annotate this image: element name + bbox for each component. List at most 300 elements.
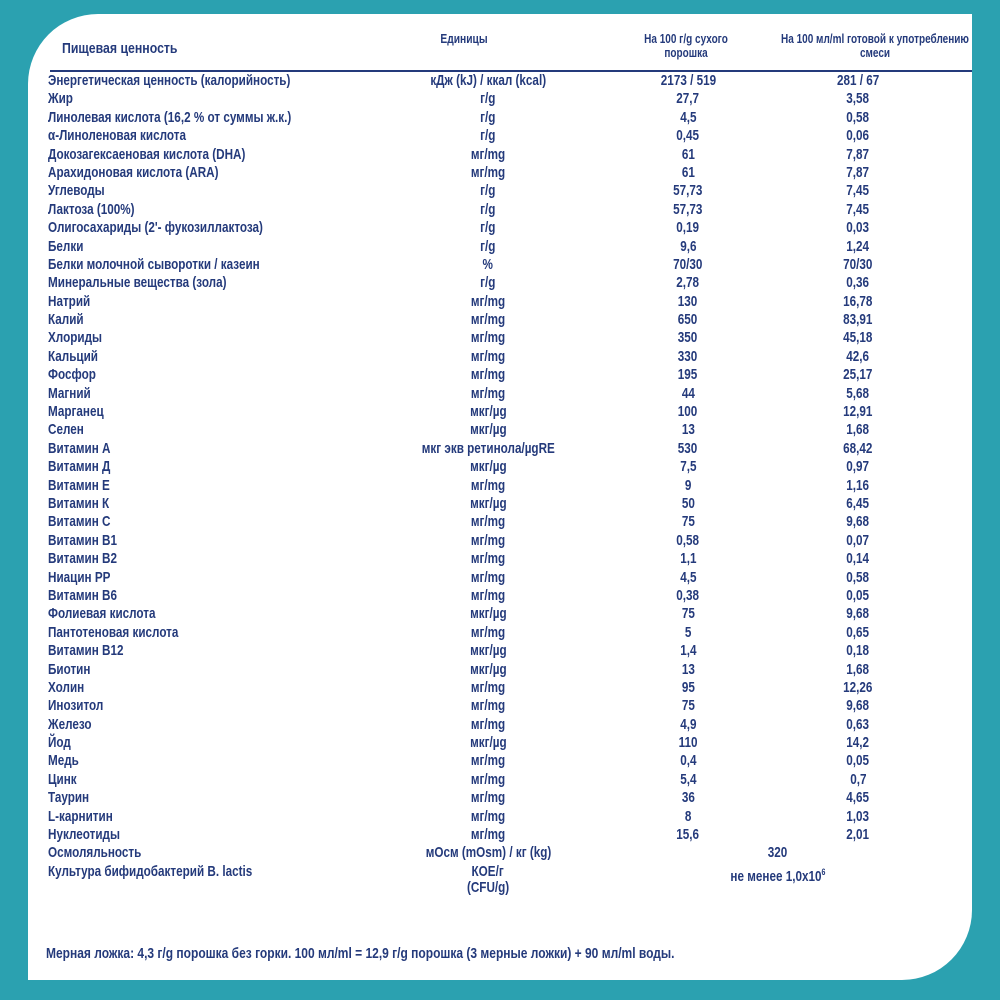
per-100g-value-cell bbox=[608, 183, 768, 201]
per-100ml-value: 7,45 bbox=[846, 182, 870, 200]
table-row bbox=[48, 551, 948, 569]
osmolality-row bbox=[48, 845, 948, 863]
per-100g-value: 7,5 bbox=[679, 458, 697, 476]
per-100g-value: 1,4 bbox=[679, 642, 697, 660]
nutrient-name: α-Линоленовая кислота bbox=[48, 127, 186, 145]
per-100ml-value: 16,78 bbox=[843, 292, 873, 310]
culture-row bbox=[48, 864, 948, 900]
per-100ml-value: 281 / 67 bbox=[836, 72, 880, 89]
unit-cell: мкг/µg bbox=[469, 403, 507, 421]
unit-cell-cell bbox=[368, 478, 608, 496]
table-row bbox=[48, 422, 948, 440]
nutrient-name-cell bbox=[48, 496, 368, 514]
per-100ml-value: 14,2 bbox=[846, 734, 870, 752]
per-100g-value: 530 bbox=[678, 439, 698, 457]
per-100g-value: 0,58 bbox=[676, 531, 700, 549]
nutrient-name-cell bbox=[48, 312, 368, 330]
per-100ml-value-cell bbox=[768, 165, 948, 183]
per-100ml-value-cell bbox=[768, 349, 948, 367]
table-row bbox=[48, 128, 948, 146]
nutrient-name-cell bbox=[48, 809, 368, 827]
nutrient-name: Жир bbox=[48, 90, 73, 108]
nutrient-name: Магний bbox=[48, 384, 91, 402]
nutrient-name-cell bbox=[48, 717, 368, 735]
nutrient-name-cell bbox=[48, 367, 368, 385]
nutrient-name: Докозагексаеновая кислота (DHA) bbox=[48, 145, 246, 163]
nutrient-name: Витамин Е bbox=[48, 476, 110, 494]
table-row bbox=[48, 110, 948, 128]
per-100ml-value: 6,45 bbox=[846, 494, 870, 512]
per-100ml-value: 0,58 bbox=[846, 568, 870, 586]
per-100ml-value-cell bbox=[768, 551, 948, 569]
per-100ml-value: 7,87 bbox=[846, 163, 870, 181]
nutrient-name-cell bbox=[48, 257, 368, 275]
per-100ml-value: 7,45 bbox=[846, 200, 870, 218]
unit-cell-cell bbox=[368, 202, 608, 220]
per-100ml-value-cell bbox=[768, 275, 948, 293]
unit-cell-cell bbox=[368, 496, 608, 514]
unit-cell: мг/mg bbox=[470, 826, 506, 844]
nutrient-name: Фолиевая кислота bbox=[48, 605, 156, 623]
nutrient-name: Фосфор bbox=[48, 366, 96, 384]
unit-cell-cell bbox=[368, 386, 608, 404]
nutrient-name: Витамин С bbox=[48, 513, 111, 531]
per-100ml-value: 0,65 bbox=[846, 623, 870, 641]
table-row bbox=[48, 367, 948, 385]
per-100ml-value-cell bbox=[768, 73, 948, 91]
unit-cell: мкг/µg bbox=[469, 605, 507, 623]
per-100ml-value-cell bbox=[768, 827, 948, 845]
per-100g-value-cell bbox=[608, 570, 768, 588]
per-100ml-value-cell bbox=[768, 459, 948, 477]
per-100g-value-cell bbox=[608, 422, 768, 440]
per-100g-value: 2173 / 519 bbox=[660, 72, 716, 89]
per-100g-value-cell bbox=[608, 496, 768, 514]
nutrient-name: Натрий bbox=[48, 292, 91, 310]
per-100g-value-cell bbox=[608, 367, 768, 385]
unit-cell-cell bbox=[368, 588, 608, 606]
per-100g-value: 57,73 bbox=[673, 200, 703, 218]
per-100g-value: 2,78 bbox=[676, 274, 700, 292]
per-100ml-value: 0,63 bbox=[846, 715, 870, 733]
culture-unit-line1: КОЕ/г bbox=[471, 862, 505, 880]
per-100g-value: 13 bbox=[681, 421, 695, 439]
per-100ml-value: 1,16 bbox=[846, 476, 870, 494]
per-100g-value-cell bbox=[608, 220, 768, 238]
nutrient-name: Минеральные вещества (зола) bbox=[48, 274, 227, 292]
per-100ml-value: 45,18 bbox=[843, 329, 873, 347]
unit-cell-cell bbox=[368, 533, 608, 551]
units-column-header: Единицы bbox=[440, 32, 488, 46]
measuring-spoon-note: Мерная ложка: 4,3 г/g порошка без горки. 100 мл/ml = 12,9 г/g порошка (3 мерные ложки) + 90 мл/ml воды. bbox=[46, 945, 675, 962]
nutrient-name: Витамин А bbox=[48, 439, 111, 457]
nutrient-name: Витамин В1 bbox=[48, 531, 118, 549]
unit-cell: мкг/µg bbox=[469, 642, 507, 660]
per-100g-value-cell bbox=[608, 478, 768, 496]
unit-cell-cell bbox=[368, 404, 608, 422]
nutrient-name-cell bbox=[48, 404, 368, 422]
unit-cell-cell bbox=[368, 772, 608, 790]
per-100g-value-cell bbox=[608, 790, 768, 808]
nutrient-name: Энергетическая ценность (калорийность) bbox=[48, 72, 291, 89]
per-100g-value: 0,19 bbox=[676, 219, 700, 237]
nutrient-name-cell bbox=[48, 753, 368, 771]
per-100g-value-cell bbox=[608, 772, 768, 790]
per-100g-value-cell bbox=[608, 239, 768, 257]
table-row bbox=[48, 606, 948, 624]
unit-cell: мг/mg bbox=[470, 292, 506, 310]
unit-cell: мг/mg bbox=[470, 366, 506, 384]
per-100ml-value-cell bbox=[768, 735, 948, 753]
unit-cell-cell bbox=[368, 753, 608, 771]
unit-cell: г/g bbox=[480, 274, 496, 292]
unit-cell-cell bbox=[368, 257, 608, 275]
nutrient-name: L-карнитин bbox=[48, 807, 113, 825]
per-100ml-value-cell bbox=[768, 128, 948, 146]
unit-cell: мг/mg bbox=[470, 347, 506, 365]
per-100g-value-cell bbox=[608, 459, 768, 477]
unit-cell-cell bbox=[368, 110, 608, 128]
per-100g-value: 130 bbox=[678, 292, 698, 310]
per-100ml-value: 1,24 bbox=[846, 237, 870, 255]
nutrient-name: Нуклеотиды bbox=[48, 826, 120, 844]
per-100g-value-cell bbox=[608, 606, 768, 624]
per-100g-value: 57,73 bbox=[673, 182, 703, 200]
per-100ml-value-cell bbox=[768, 753, 948, 771]
per-100ml-value: 0,14 bbox=[846, 550, 870, 568]
table-row bbox=[48, 239, 948, 257]
nutrient-name-cell bbox=[48, 275, 368, 293]
per-100g-value: 350 bbox=[678, 329, 698, 347]
per-100g-value-cell bbox=[608, 257, 768, 275]
per-100g-value: 650 bbox=[678, 311, 698, 329]
nutrient-name-cell bbox=[48, 147, 368, 165]
table-row bbox=[48, 514, 948, 532]
nutrient-name-cell bbox=[48, 735, 368, 753]
per-100g-value: 0,45 bbox=[676, 127, 700, 145]
per-100g-header-line2: порошка bbox=[664, 46, 708, 60]
nutrient-name-cell bbox=[48, 551, 368, 569]
nutrient-name: Кальций bbox=[48, 347, 99, 365]
nutrient-name: Холин bbox=[48, 678, 85, 696]
per-100g-value: 75 bbox=[681, 697, 695, 715]
per-100g-value: 27,7 bbox=[676, 90, 700, 108]
per-100g-value-cell bbox=[608, 386, 768, 404]
per-100g-value: 0,38 bbox=[676, 586, 700, 604]
culture-value-exponent: 6 bbox=[821, 866, 826, 877]
per-100ml-value-cell bbox=[768, 588, 948, 606]
per-100g-value-cell bbox=[608, 551, 768, 569]
nutrient-name: Хлориды bbox=[48, 329, 102, 347]
nutrient-name-cell bbox=[48, 514, 368, 532]
unit-cell: мг/mg bbox=[470, 550, 506, 568]
unit-cell: мг/mg bbox=[470, 384, 506, 402]
unit-cell: мг/mg bbox=[470, 752, 506, 770]
table-row bbox=[48, 588, 948, 606]
per-100g-value-cell bbox=[608, 349, 768, 367]
osmolality-name: Осмоляльность bbox=[48, 844, 142, 862]
unit-cell: мг/mg bbox=[470, 697, 506, 715]
table-row bbox=[48, 183, 948, 201]
per-100ml-value-cell bbox=[768, 386, 948, 404]
per-100ml-value-cell bbox=[768, 441, 948, 459]
nutrient-name-cell bbox=[48, 662, 368, 680]
nutrition-table-body bbox=[48, 73, 948, 900]
nutrient-name-cell bbox=[48, 73, 368, 91]
per-100g-value-cell bbox=[608, 827, 768, 845]
unit-cell: мг/mg bbox=[470, 789, 506, 807]
per-100ml-value: 0,36 bbox=[846, 274, 870, 292]
per-100ml-value: 9,68 bbox=[846, 697, 870, 715]
per-100ml-value-cell bbox=[768, 496, 948, 514]
nutrition-table bbox=[48, 73, 948, 900]
nutrient-name: Витамин В6 bbox=[48, 586, 118, 604]
per-100g-value: 70/30 bbox=[673, 255, 703, 273]
unit-cell: мкг экв ретинола/µgRE bbox=[421, 439, 555, 457]
per-100ml-value: 68,42 bbox=[843, 439, 873, 457]
nutrient-name-cell bbox=[48, 441, 368, 459]
unit-cell-cell bbox=[368, 239, 608, 257]
per-100g-value: 330 bbox=[678, 347, 698, 365]
per-100ml-header-line1: На 100 мл/ml готовой к употреблению bbox=[781, 32, 969, 46]
per-100g-value: 9,6 bbox=[679, 237, 697, 255]
per-100g-value-cell bbox=[608, 165, 768, 183]
per-100ml-value: 12,26 bbox=[843, 678, 873, 696]
unit-cell-cell bbox=[368, 551, 608, 569]
unit-cell-cell bbox=[368, 294, 608, 312]
unit-cell: мг/mg bbox=[470, 715, 506, 733]
table-row bbox=[48, 496, 948, 514]
unit-cell-cell bbox=[368, 422, 608, 440]
nutrient-name-cell bbox=[48, 625, 368, 643]
nutrient-name-cell bbox=[48, 570, 368, 588]
per-100ml-value-cell bbox=[768, 643, 948, 661]
per-100ml-value: 0,7 bbox=[849, 770, 867, 788]
nutrient-name-cell bbox=[48, 110, 368, 128]
table-row bbox=[48, 478, 948, 496]
per-100ml-value: 3,58 bbox=[846, 90, 870, 108]
per-100g-value-cell bbox=[608, 662, 768, 680]
table-row bbox=[48, 533, 948, 551]
unit-cell-cell bbox=[368, 514, 608, 532]
per-100g-value-cell bbox=[608, 312, 768, 330]
per-100g-header-line1: На 100 г/g сухого bbox=[644, 32, 728, 46]
nutrient-name: Таурин bbox=[48, 789, 90, 807]
per-100g-value: 9 bbox=[684, 476, 692, 494]
per-100g-value-cell bbox=[608, 147, 768, 165]
table-row bbox=[48, 772, 948, 790]
per-100ml-value: 42,6 bbox=[846, 347, 870, 365]
culture-value bbox=[730, 864, 825, 885]
per-100g-value: 44 bbox=[681, 384, 695, 402]
table-row bbox=[48, 202, 948, 220]
per-100g-column-header bbox=[606, 32, 766, 60]
nutrient-name-cell bbox=[48, 165, 368, 183]
per-100g-value-cell bbox=[608, 680, 768, 698]
per-100ml-value-cell bbox=[768, 514, 948, 532]
nutrient-name-cell bbox=[48, 330, 368, 348]
per-100ml-value-cell bbox=[768, 570, 948, 588]
unit-cell: г/g bbox=[480, 182, 496, 200]
per-100g-value: 95 bbox=[681, 678, 695, 696]
per-100ml-value-cell bbox=[768, 606, 948, 624]
per-100g-value-cell bbox=[608, 809, 768, 827]
unit-cell: г/g bbox=[480, 237, 496, 255]
nutrient-name-cell bbox=[48, 386, 368, 404]
per-100ml-value-cell bbox=[768, 422, 948, 440]
per-100ml-value-cell bbox=[768, 147, 948, 165]
per-100ml-value-cell bbox=[768, 809, 948, 827]
nutrition-title: Пищевая ценность bbox=[62, 40, 178, 57]
per-100g-value: 5 bbox=[684, 623, 692, 641]
unit-cell-cell bbox=[368, 643, 608, 661]
per-100ml-value-cell bbox=[768, 698, 948, 716]
nutrient-name: Йод bbox=[48, 734, 71, 752]
table-row bbox=[48, 698, 948, 716]
table-row bbox=[48, 753, 948, 771]
table-row bbox=[48, 312, 948, 330]
per-100ml-value-cell bbox=[768, 239, 948, 257]
per-100ml-value-cell bbox=[768, 478, 948, 496]
per-100g-value-cell bbox=[608, 698, 768, 716]
nutrient-name: Пантотеновая кислота bbox=[48, 623, 179, 641]
per-100g-value: 1,1 bbox=[679, 550, 697, 568]
unit-cell-cell bbox=[368, 606, 608, 624]
per-100ml-value: 9,68 bbox=[846, 513, 870, 531]
unit-cell-cell bbox=[368, 367, 608, 385]
unit-cell-cell bbox=[368, 147, 608, 165]
unit-cell: мкг/µg bbox=[469, 494, 507, 512]
unit-cell: г/g bbox=[480, 108, 496, 126]
per-100ml-value: 0,05 bbox=[846, 752, 870, 770]
table-row bbox=[48, 662, 948, 680]
per-100g-value: 36 bbox=[681, 789, 695, 807]
per-100ml-value-cell bbox=[768, 294, 948, 312]
nutrient-name-cell bbox=[48, 294, 368, 312]
table-row bbox=[48, 91, 948, 109]
unit-cell: мкг/µg bbox=[469, 458, 507, 476]
per-100g-value-cell bbox=[608, 294, 768, 312]
per-100g-value-cell bbox=[608, 753, 768, 771]
nutrient-name: Железо bbox=[48, 715, 92, 733]
osmolality-unit: мОсм (mOsm) / кг (kg) bbox=[425, 844, 551, 862]
per-100ml-value-cell bbox=[768, 533, 948, 551]
table-row bbox=[48, 165, 948, 183]
nutrient-name: Арахидоновая кислота (ARA) bbox=[48, 163, 219, 181]
nutrient-name-cell bbox=[48, 202, 368, 220]
unit-cell: мг/mg bbox=[470, 807, 506, 825]
nutrient-name-cell bbox=[48, 239, 368, 257]
table-row bbox=[48, 73, 948, 91]
per-100ml-value: 0,58 bbox=[846, 108, 870, 126]
unit-cell: г/g bbox=[480, 200, 496, 218]
unit-cell: г/g bbox=[480, 90, 496, 108]
per-100g-value-cell bbox=[608, 533, 768, 551]
nutrient-name: Олигосахариды (2'- фукозиллактоза) bbox=[48, 219, 263, 237]
per-100g-value-cell bbox=[608, 110, 768, 128]
unit-cell: г/g bbox=[480, 127, 496, 145]
nutrient-name: Биотин bbox=[48, 660, 91, 678]
per-100ml-value: 7,87 bbox=[846, 145, 870, 163]
unit-cell: мг/mg bbox=[470, 678, 506, 696]
nutrient-name: Ниацин PP bbox=[48, 568, 111, 586]
per-100ml-value-cell bbox=[768, 110, 948, 128]
unit-cell-cell bbox=[368, 349, 608, 367]
unit-cell-cell bbox=[368, 312, 608, 330]
per-100ml-value-cell bbox=[768, 257, 948, 275]
nutrient-name-cell bbox=[48, 349, 368, 367]
per-100g-value-cell bbox=[608, 202, 768, 220]
per-100ml-value: 0,97 bbox=[846, 458, 870, 476]
nutrient-name-cell bbox=[48, 128, 368, 146]
table-row bbox=[48, 717, 948, 735]
unit-cell: мкг/µg bbox=[469, 421, 507, 439]
unit-cell: мг/mg bbox=[470, 623, 506, 641]
unit-cell-cell bbox=[368, 625, 608, 643]
nutrient-name: Витамин В12 bbox=[48, 642, 124, 660]
unit-cell: мкг/µg bbox=[469, 734, 507, 752]
unit-cell: мг/mg bbox=[470, 329, 506, 347]
unit-cell: мг/mg bbox=[470, 568, 506, 586]
unit-cell-cell bbox=[368, 91, 608, 109]
table-row bbox=[48, 220, 948, 238]
table-header bbox=[28, 14, 972, 70]
unit-cell-cell bbox=[368, 570, 608, 588]
nutrient-name-cell bbox=[48, 91, 368, 109]
per-100g-value: 195 bbox=[678, 366, 698, 384]
per-100ml-value: 2,01 bbox=[846, 826, 870, 844]
per-100ml-value-cell bbox=[768, 91, 948, 109]
unit-cell-cell bbox=[368, 330, 608, 348]
unit-cell: кДж (kJ) / ккал (kcal) bbox=[430, 72, 546, 89]
per-100ml-value-cell bbox=[768, 790, 948, 808]
unit-cell: % bbox=[482, 255, 494, 273]
table-row bbox=[48, 570, 948, 588]
table-row bbox=[48, 386, 948, 404]
nutrient-name: Углеводы bbox=[48, 182, 105, 200]
per-100g-value: 110 bbox=[678, 734, 698, 752]
per-100g-value: 4,5 bbox=[679, 568, 697, 586]
nutrient-name: Марганец bbox=[48, 403, 104, 421]
nutrient-name: Белки молочной сыворотки / казеин bbox=[48, 255, 260, 273]
per-100ml-value: 1,68 bbox=[846, 421, 870, 439]
unit-cell: мг/mg bbox=[470, 311, 506, 329]
nutrient-name: Медь bbox=[48, 752, 79, 770]
per-100ml-value: 4,65 bbox=[846, 789, 870, 807]
unit-cell-cell bbox=[368, 459, 608, 477]
per-100g-value: 61 bbox=[681, 163, 695, 181]
table-row bbox=[48, 459, 948, 477]
unit-cell-cell bbox=[368, 827, 608, 845]
per-100ml-header-line2: смеси bbox=[859, 46, 891, 60]
table-row bbox=[48, 680, 948, 698]
unit-cell-cell bbox=[368, 790, 608, 808]
per-100ml-value-cell bbox=[768, 220, 948, 238]
unit-cell: мкг/µg bbox=[469, 660, 507, 678]
unit-cell-cell bbox=[368, 680, 608, 698]
unit-cell: мг/mg bbox=[470, 476, 506, 494]
per-100g-value-cell bbox=[608, 91, 768, 109]
table-row bbox=[48, 643, 948, 661]
unit-cell-cell bbox=[368, 698, 608, 716]
osmolality-value: 320 bbox=[768, 844, 788, 862]
per-100g-value-cell bbox=[608, 717, 768, 735]
nutrient-name-cell bbox=[48, 478, 368, 496]
per-100g-value-cell bbox=[608, 514, 768, 532]
unit-cell-cell bbox=[368, 735, 608, 753]
per-100g-value: 8 bbox=[684, 807, 692, 825]
nutrient-name-cell bbox=[48, 790, 368, 808]
